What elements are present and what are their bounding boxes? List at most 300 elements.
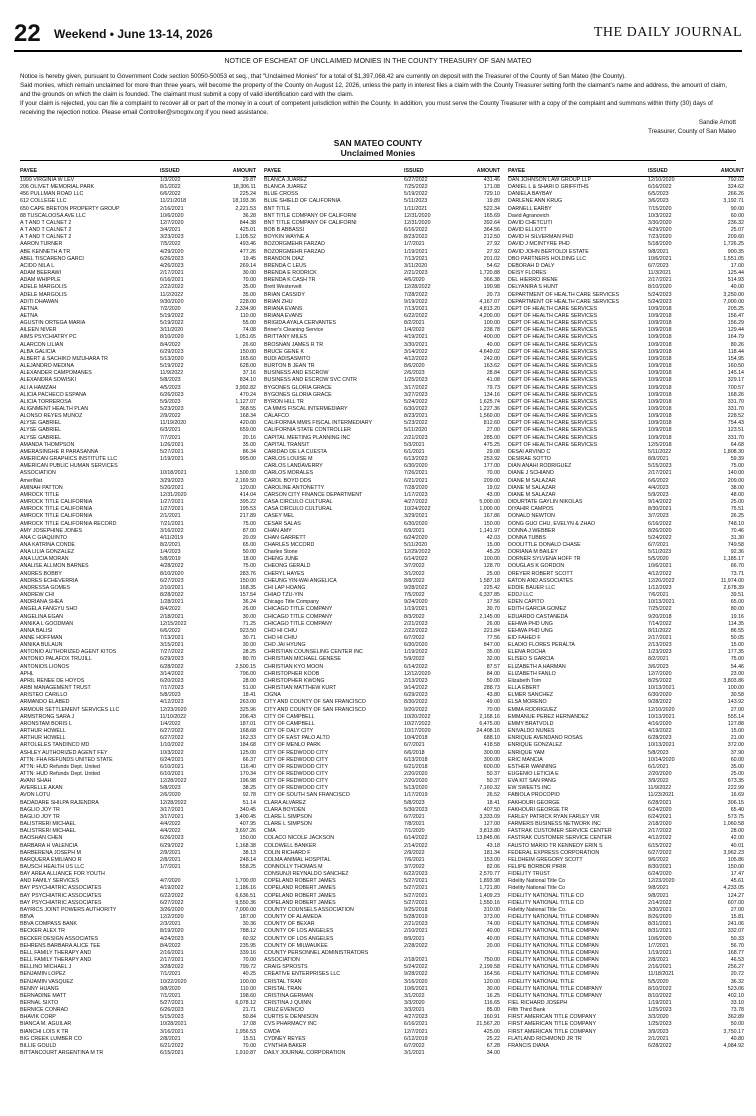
issued-cell: 5/28/2019: [404, 914, 428, 921]
table-row: [264, 377, 500, 384]
table-row: [20, 757, 256, 764]
amount-cell: 209.00: [483, 477, 500, 484]
table-row: [264, 664, 500, 671]
issued-cell: 1/27/2021: [160, 499, 184, 506]
table-row: [508, 513, 744, 520]
amount-cell: 3,750.17: [723, 1028, 744, 1035]
payee-cell: CHICAGO TITLE COMPANY: [264, 613, 333, 620]
amount-cell: 75.51: [730, 506, 744, 513]
table-row: [20, 885, 256, 892]
issued-cell: 1/7/2021: [648, 942, 669, 949]
table-row: [508, 606, 744, 613]
issued-cell: 6/20/2023: [160, 677, 184, 684]
issued-cell: 10/9/2018: [648, 377, 672, 384]
payee-cell: BAGLIO JOY TR: [20, 806, 60, 813]
payee-cell: FASTRAK CUSTOMER SERVICE CENTER: [508, 828, 612, 835]
payee-cell: ANDRIANA SHEA: [20, 599, 63, 606]
table-row: [20, 535, 256, 542]
table-row: [264, 427, 500, 434]
payee-cell: BLANCA JUAREZ: [264, 177, 307, 183]
payee-cell: DARLENE ANN KRUG: [508, 198, 563, 205]
payee-cell: ALICIA TORREROSA: [20, 398, 72, 405]
issued-cell: 1/23/2023: [648, 649, 672, 656]
table-row: [264, 850, 500, 857]
issued-cell: 8/26/2020: [648, 527, 672, 534]
amount-cell: 60.00: [730, 212, 744, 219]
table-row: [264, 628, 500, 635]
payee-cell: DESIRAE SOTTO: [508, 456, 551, 463]
issued-cell: 3/4/2021: [160, 227, 181, 234]
table-row: [264, 699, 500, 706]
amount-cell: 414.04: [239, 491, 256, 498]
amount-cell: 27.00: [486, 427, 500, 434]
amount-cell: 368.55: [239, 406, 256, 412]
issued-cell: 3/3/2020: [404, 999, 425, 1006]
issued-cell: 5/19/2022: [160, 312, 184, 319]
issued-cell: 11/2/2022: [160, 291, 184, 298]
issued-cell: 11/19/2020: [160, 420, 187, 427]
table-row: [20, 556, 256, 563]
amount-cell: 38.13: [242, 849, 256, 856]
payee-cell: DEPT OF HEALTH CARE SERVICES: [508, 427, 598, 434]
issued-cell: 6/24/2020: [648, 806, 672, 813]
payee-cell: CHRISTIAN MICHAEL GENESE: [264, 656, 341, 663]
table-row: [264, 857, 500, 864]
amount-cell: 20.73: [486, 291, 500, 298]
table-row: [508, 356, 744, 363]
table-row: [508, 463, 744, 470]
payee-cell: ELLA EBERT: [508, 685, 540, 692]
amount-cell: 118.44: [728, 348, 744, 355]
payee-cell: BARBARA H VALENCIA: [20, 842, 78, 849]
issued-cell: 12/28/2022: [160, 778, 187, 785]
payee-cell: ALEXANDRA SOWISKI: [20, 377, 76, 384]
issued-cell: 10/9/2018: [648, 434, 672, 441]
payee-cell: BRENDA C LEUS: [264, 262, 307, 269]
issued-cell: 6/15/2021: [160, 1050, 184, 1057]
table-row: [508, 993, 744, 1000]
table-row: [264, 771, 500, 778]
payee-cell: DEPT OF HEALTH CARE SERVICES: [508, 384, 598, 391]
payee-cell: BALISTRERI MICHAEL: [20, 828, 76, 835]
amount-cell: 201.02: [483, 255, 500, 262]
table-row: [264, 585, 500, 592]
table-row: [508, 492, 744, 499]
payee-cell: CITY OF REDWOOD CITY: [264, 770, 329, 777]
issued-cell: 12/2/2020: [160, 914, 184, 921]
amount-cell: 59.39: [730, 456, 744, 463]
table-row: [20, 406, 256, 413]
table-row: [20, 900, 256, 907]
payee-cell: EMMY BRATVOLD: [508, 720, 554, 727]
payee-cell: AMROCK TITLE CALIFORNIA: [20, 506, 93, 513]
amount-cell: 41.08: [486, 377, 500, 384]
amount-cell: 673.35: [727, 778, 744, 785]
amount-cell: 253.92: [483, 456, 500, 463]
table-row: [20, 284, 256, 291]
issued-cell: 3/15/2021: [160, 642, 184, 649]
payee-cell: David Agranovich: [508, 212, 550, 219]
amount-cell: 170.34: [239, 770, 256, 777]
amount-cell: 160.91: [483, 1014, 500, 1021]
issued-cell: 1/25/2023: [404, 377, 428, 384]
amount-cell: 85.00: [486, 1007, 500, 1014]
table-row: [508, 671, 744, 678]
payee-cell: BENJAMIN VASQUEZ: [20, 978, 74, 985]
amount-cell: 42.00: [730, 835, 744, 842]
amount-cell: 50.33: [730, 935, 744, 942]
issued-cell: 6/7/2022: [404, 635, 425, 641]
issued-cell: 1/3/2022: [160, 177, 181, 183]
payee-cell: CWDA: [264, 1028, 281, 1035]
issued-cell: 6/13/2022: [404, 456, 428, 463]
issued-cell: 2/20/2020: [648, 770, 672, 777]
payee-cell: DONNA J WEBBER: [508, 527, 556, 534]
amount-cell: 26.00: [242, 606, 256, 613]
amount-cell: 3,992.82: [235, 384, 256, 391]
issued-cell: 4/12/2022: [648, 570, 672, 577]
issued-cell: 8/30/2021: [648, 506, 672, 513]
table-row: [264, 184, 500, 191]
payee-cell: EDUARDO CASTANEDA: [508, 613, 568, 620]
issued-cell: 12/28/2022: [160, 799, 187, 806]
amount-cell: 3,803.86: [723, 677, 744, 684]
issued-cell: 5/5/2020: [648, 556, 669, 563]
table-row: [508, 964, 744, 971]
amount-cell: 30.71: [242, 635, 256, 641]
amount-cell: 1,127.07: [235, 398, 256, 405]
table-row: [20, 986, 256, 993]
payee-cell: DEPT OF HEALTH CARE SERVICES: [508, 370, 598, 377]
amount-cell: 1,000.00: [479, 506, 500, 513]
issued-cell: 6/14/2022: [404, 835, 428, 842]
amount-cell: 30.00: [486, 985, 500, 992]
issued-cell: 6/5/2023: [648, 191, 669, 198]
payee-cell: CARIDAD DE LA CUESTA: [264, 448, 327, 455]
amount-cell: 3,813.80: [479, 828, 500, 835]
table-row: [20, 907, 256, 914]
payee-cell: COUNTY OF MILWAUKEE: [264, 942, 328, 949]
issued-cell: 2/28/2022: [404, 942, 428, 949]
amount-cell: 153.00: [483, 856, 500, 863]
payee-cell: ARTHUR HOWELL: [20, 735, 66, 742]
table-row: [264, 420, 500, 427]
table-row: [20, 707, 256, 714]
table-row: [264, 385, 500, 392]
payee-cell: ALYSE GABRIEL: [20, 427, 62, 434]
payee-cell: DONG GUO CHU, EVELYN & ZHAO: [508, 520, 596, 527]
issued-cell: 8/10/2022: [648, 985, 672, 992]
payee-cell: DIDURTATE GAYLIN NIKOLAS: [508, 499, 583, 506]
amount-cell: 116.40: [240, 763, 256, 770]
issued-cell: 2/8/2021: [160, 1035, 181, 1042]
amount-cell: 184.68: [239, 742, 256, 749]
issued-cell: 6/22/2022: [404, 312, 428, 319]
issued-cell: 4/11/2019: [160, 534, 184, 541]
amount-cell: 35.00: [242, 284, 256, 291]
payee-cell: CONNOLLY THOMAS M: [264, 864, 323, 870]
issued-cell: 12/7/2020: [648, 670, 672, 677]
table-row: [20, 642, 256, 649]
issued-cell: 6/29/2023: [404, 692, 428, 699]
issued-cell: 6/30/2022: [404, 406, 428, 412]
table-row: [508, 828, 744, 835]
issued-cell: 10/9/2018: [648, 413, 672, 420]
issued-cell: 3/3/2020: [648, 1014, 669, 1021]
payee-cell: FIRST AMERICAN TITLE COMPANY: [508, 1028, 597, 1035]
table-row: [508, 177, 744, 185]
amount-cell: 75.00: [242, 563, 256, 570]
payee-cell: CHRISTIAN KYO MOON: [264, 663, 324, 670]
payee-cell: ENRIQUE AVENDANO ROSAS: [508, 735, 583, 742]
payee-cell: DESAI ARVIND C: [508, 448, 551, 455]
payee-cell: ASSOCIATION: [20, 470, 56, 477]
table-row: [508, 656, 744, 663]
issued-cell: 6/30/2020: [648, 692, 672, 699]
payee-cell: BELLINO MICHAEL J: [20, 964, 72, 971]
amount-cell: 27.00: [730, 906, 744, 913]
issued-cell: 6/26/2023: [160, 391, 184, 398]
table-row: [508, 649, 744, 656]
table-row: [508, 893, 744, 900]
payee-cell: COLDWELL BANKER: [264, 842, 317, 849]
amount-cell: 60.00: [730, 756, 744, 763]
amount-cell: 18,306.11: [232, 184, 256, 191]
table-row: [508, 921, 744, 928]
payee-cell: ARMOUR SETTLEMENT SERVICES LLC: [20, 706, 120, 713]
table-row: [20, 936, 256, 943]
payee-cell: CITY OF REDWOOD CITY: [264, 785, 329, 792]
issued-cell: 3/27/2023: [404, 391, 428, 398]
table-row: [20, 349, 256, 356]
table-row: [508, 635, 744, 642]
table-row: [508, 950, 744, 957]
payee-cell: EATON AND ASSOCIATES: [508, 577, 573, 584]
amount-cell: 4,084.92: [723, 1042, 744, 1049]
listing-rule: [20, 160, 736, 161]
amount-cell: 4,200.00: [479, 312, 500, 319]
payee-cell: ATTN: FHA REFUNDS UNITED STATE: [20, 756, 113, 763]
table-row: [508, 556, 744, 563]
table-row: [264, 750, 500, 757]
amount-cell: 29.08: [486, 448, 500, 455]
table-row: [20, 957, 256, 964]
amount-cell: 19.16: [730, 613, 744, 620]
amount-cell: 407.50: [483, 806, 500, 813]
payee-cell: ALEXANDER CAMPOMANES: [20, 370, 92, 377]
table-row: [264, 642, 500, 649]
table-row: [508, 792, 744, 799]
issued-cell: 1/12/2023: [648, 584, 672, 591]
amount-cell: 1,560.00: [479, 413, 500, 420]
table-row: [20, 857, 256, 864]
table-row: [508, 485, 744, 492]
payee-cell: CREATIVE ENTERPRISES LLC: [264, 971, 341, 978]
payee-cell: FIDELITY NATIONAL TITLE COMPAN: [508, 921, 599, 928]
amount-cell: 2,168.16: [479, 713, 500, 720]
payee-cell: ATTN: HUD Refunds Dept. United: [20, 770, 100, 777]
table-row: [264, 792, 500, 799]
table-row: [20, 685, 256, 692]
amount-cell: 70.46: [730, 527, 744, 534]
issued-cell: 5/8/2023: [648, 749, 669, 756]
table-row: [20, 1029, 256, 1036]
issued-cell: 4/6/2020: [404, 277, 425, 284]
issued-cell: 4/4/2023: [648, 484, 669, 491]
table-row: [20, 871, 256, 878]
amount-cell: 116.65: [484, 999, 500, 1006]
amount-cell: 65.40: [730, 806, 744, 813]
table-row: [264, 571, 500, 578]
amount-cell: 6,475.00: [479, 720, 500, 727]
issued-cell: 10/9/2018: [648, 327, 672, 334]
amount-cell: 120.00: [483, 978, 500, 985]
table-row: [20, 449, 256, 456]
table-row: [20, 177, 256, 185]
amount-cell: 1,587.18: [479, 577, 500, 584]
table-row: [508, 191, 744, 198]
issued-cell: 7/5/2022: [160, 241, 181, 248]
issued-cell: 5/8/2023: [160, 785, 181, 792]
issued-cell: 4/27/2023: [404, 1014, 428, 1021]
issued-cell: 1/4/2022: [404, 327, 425, 334]
issued-cell: 5/13/2020: [160, 355, 184, 362]
amount-cell: 4,167.07: [479, 298, 500, 305]
amount-cell: 241.06: [727, 921, 744, 928]
payee-cell: CRISTAL TRAN: [264, 978, 302, 985]
issued-cell: 4/19/2021: [404, 334, 428, 341]
table-row: [264, 406, 500, 413]
table-row: [20, 256, 256, 263]
amount-cell: 600.00: [483, 763, 500, 770]
issued-cell: 3/17/2022: [404, 384, 428, 391]
table-row: [20, 1021, 256, 1028]
payee-cell: CARSON CITY FINANCE DEPARTMENT: [264, 491, 363, 498]
issued-cell: 2/18/2021: [404, 957, 428, 964]
payee-cell: CRAIG SPROSTS: [264, 964, 308, 971]
amount-cell: 154.95: [727, 355, 744, 362]
payee-cell: ARTHUR HOWELL: [20, 728, 66, 735]
table-row: [20, 742, 256, 749]
issued-cell: 7/28/2020: [404, 484, 428, 491]
issued-cell: 7/7/2021: [160, 434, 181, 441]
table-row: [264, 893, 500, 900]
listing-column: [508, 168, 744, 1110]
issued-cell: 10/17/2020: [404, 728, 431, 735]
table-row: [264, 499, 500, 506]
issued-cell: 10/9/2018: [648, 398, 672, 405]
payee-cell: COPELAND ROBERT JAMES: [264, 885, 336, 892]
table-row: [508, 628, 744, 635]
table-row: [20, 921, 256, 928]
issued-cell: 2/17/2021: [648, 635, 672, 641]
amount-cell: 43.80: [486, 692, 500, 699]
table-row: [20, 213, 256, 220]
issued-cell: 3/30/2020: [648, 219, 672, 226]
payee-cell: AGUSTIN ORTEGA MARIA: [20, 320, 86, 327]
payee-cell: Charles Stone: [264, 549, 298, 556]
payee-cell: CALAFCO: [264, 413, 290, 420]
issued-cell: 6/6/2022: [160, 191, 181, 198]
amount-cell: 92.36: [730, 549, 744, 556]
payee-cell: BLANCA JUAREZ: [264, 184, 307, 191]
amount-cell: 395.22: [239, 499, 256, 506]
payee-cell: EEHWA PHD UNG: [508, 620, 553, 627]
table-row: [508, 206, 744, 213]
issued-cell: 2/17/2021: [648, 277, 672, 284]
header-amount: AMOUNT: [216, 168, 256, 177]
table-row: [264, 1000, 500, 1007]
issued-cell: 3/11/2020: [404, 262, 428, 269]
amount-cell: 3,250.00: [723, 291, 744, 298]
payee-cell: EDDJ LLC: [508, 592, 534, 599]
payee-cell: ALICIA PACHECO ESPANA: [20, 391, 87, 398]
issued-cell: 5/5/2020: [648, 978, 669, 985]
issued-cell: 12/28/2022: [404, 284, 431, 291]
payee-cell: ANNIKA BULAUN: [20, 642, 63, 649]
table-row: [20, 1000, 256, 1007]
payee-cell: 456 PULLMAN ROAD LLC: [20, 191, 84, 198]
payee-cell: BRANDON DIAZ: [264, 255, 305, 262]
issued-cell: 5/27/2021: [404, 878, 428, 885]
issued-cell: 6/16/2021: [404, 1021, 428, 1028]
issued-cell: 6/21/2021: [404, 477, 428, 484]
issued-cell: 12/29/2022: [404, 549, 431, 556]
payee-cell: DORIANA M BAILEY: [508, 549, 558, 556]
payee-cell: BRITTANY MILES: [264, 334, 308, 341]
issued-cell: 7/6/2021: [648, 592, 669, 599]
amount-cell: 225.24: [239, 191, 256, 198]
amount-cell: 198.60: [239, 992, 256, 999]
table-row: [508, 342, 744, 349]
payee-cell: COUNTY PERSONNEL ADMINISTRATORS: [264, 949, 369, 956]
issued-cell: 11/9/2022: [648, 785, 672, 792]
payee-cell: COPELAND ROBERT JAMES: [264, 899, 336, 906]
payee-cell: BUSINESS AND ESCROW SVC CNTR: [264, 377, 358, 384]
amount-cell: 310.00: [483, 906, 500, 913]
table-row: [508, 599, 744, 606]
table-row: [20, 456, 256, 463]
amount-cell: 324.62: [727, 184, 744, 191]
table-row: [264, 327, 500, 334]
issued-cell: 6/27/2022: [160, 899, 184, 906]
table-row: [508, 1036, 744, 1043]
table-row: [508, 778, 744, 785]
payee-cell: DIYAHIR CAMPOS: [508, 506, 554, 513]
issued-cell: 4/29/2020: [648, 227, 672, 234]
amount-cell: 40.01: [730, 842, 744, 849]
payee-cell: ENRIQUE YAM: [508, 749, 545, 756]
payee-cell: CYDNEY REYES: [264, 1035, 306, 1042]
amount-cell: 242.00: [483, 355, 500, 362]
table-row: [508, 814, 744, 821]
payee-cell: CRUZ EVENCIO: [264, 1007, 305, 1014]
issued-cell: 3/23/2023: [160, 234, 184, 241]
signatory-name: Sandie Arnott: [698, 119, 736, 126]
payee-cell: COUNTY OF LOS ANGELES: [264, 928, 334, 935]
issued-cell: 11/9/2022: [160, 370, 184, 377]
payee-cell: FAUSTO MARIO TR KENNEDY ERIN S: [508, 842, 603, 849]
issued-cell: 4/28/2022: [160, 563, 184, 570]
issued-cell: 7/21/2021: [160, 520, 184, 527]
payee-cell: AMERASINGHE R PARASANNA: [20, 448, 99, 455]
issued-cell: 6/27/2022: [404, 177, 428, 183]
table-row: [20, 485, 256, 492]
table-row: [20, 198, 256, 205]
table-header-row: [20, 168, 256, 177]
amount-cell: 150.00: [239, 348, 256, 355]
table-row: [20, 678, 256, 685]
